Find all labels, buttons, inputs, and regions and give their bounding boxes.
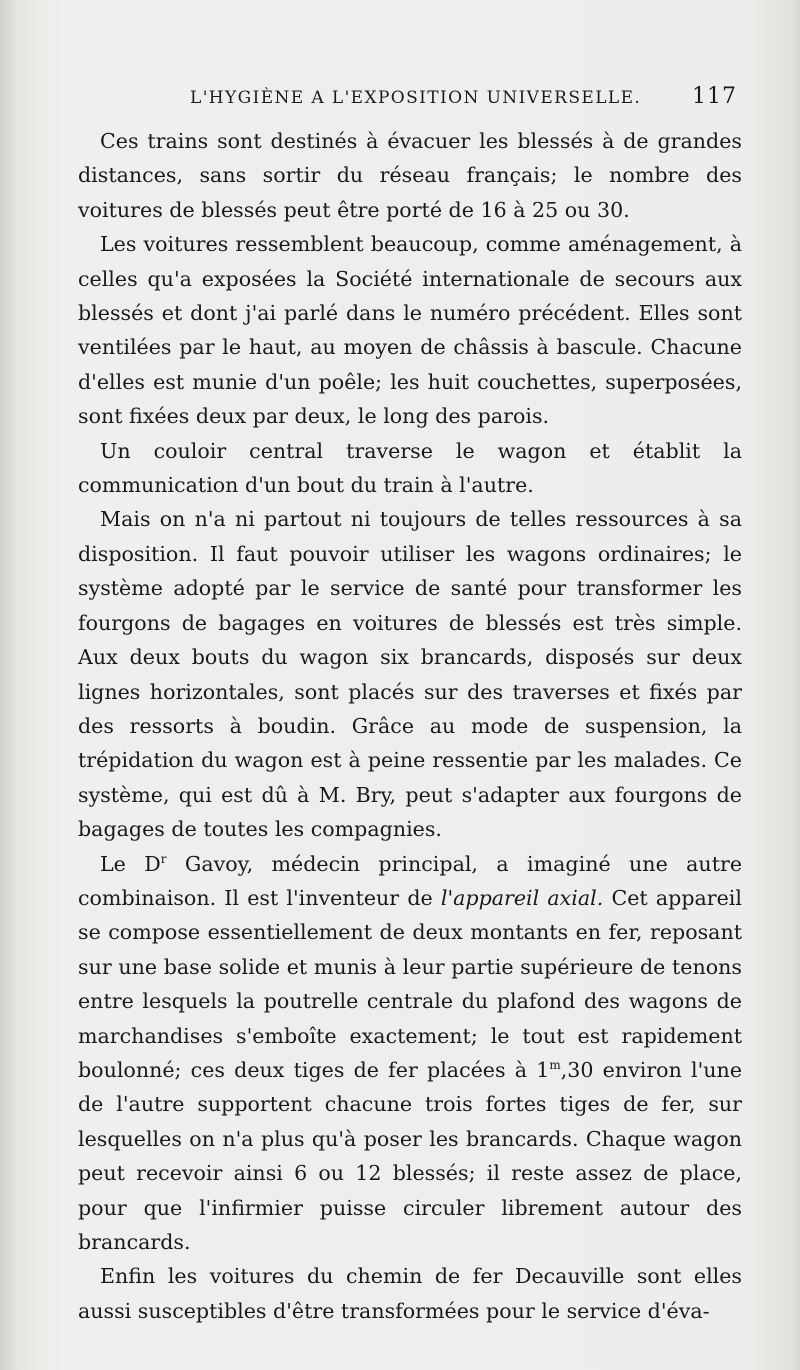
page-header xyxy=(0,84,800,114)
body-text xyxy=(78,124,742,1328)
paragraph-5-end: ,30 environ l'une de l'autre supportent chacune trois fortes tiges de fer, sur lesquelles on n'a plus qu'à poser les brancards. Chaque wagon peut recevoir ainsi 6 ou 12 blessés; il reste assez de place, pour que l'infirmier puisse circuler librement autour des brancards. xyxy=(78,1057,743,1254)
paragraph-4: Mais on n'a ni partout ni toujours de telles ressources à sa disposition. Il faut pouvoir utiliser les wagons ordinaires; le système adopté par le service de santé pour transformer les fourgons de bagages en voitures de blessés est très simple. Aux deux bouts du wagon six brancards, disposés sur deux lignes horizontales, sont placés sur des traverses et fixés par des ressorts à boudin. Grâce au mode de suspension, la trépidation du wagon est à peine ressentie par les malades. Ce système, qui est dû à M. Bry, peut s'adapter aux fourgons de bagages de toutes les compagnies. xyxy=(78,507,742,842)
doctor-abbrev-superscript: r xyxy=(160,851,167,866)
page-number: 117 xyxy=(692,84,737,109)
paragraph-6: Enfin les voitures du chemin de fer Decauville sont elles aussi susceptibles d'être transformées pour le service d'éva- xyxy=(78,1264,742,1323)
meter-unit-superscript: m xyxy=(549,1058,561,1073)
paragraph-1: Ces trains sont destinés à évacuer les blessés à de grandes distances, sans sortir du réseau français; le nombre des voitures de blessés peut être porté de 16 à 25 ou 30. xyxy=(78,129,742,222)
paragraph-5-continued: Cet appareil se compose essentiellement de deux montants en fer, reposant sur une base solide et munis à leur partie supérieure de tenons entre lesquels la poutrelle centrale du plafond des wagons de marchandises s'emboîte exactement; le tout est rapidement boulonné; ces deux tiges de fer placées à 1 xyxy=(78,885,742,1082)
paragraph-3: Un couloir central traverse le wagon et établit la communication d'un bout du train à l'autre. xyxy=(78,438,742,498)
running-title: L'HYGIÈNE A L'EXPOSITION UNIVERSELLE. xyxy=(190,88,642,108)
paragraph-5 xyxy=(78,847,742,1260)
paragraph-2: Les voitures ressemblent beaucoup, comme aménagement, à celles qu'a exposées la Société internationale de secours aux blessés et dont j'ai parlé dans le numéro précédent. Elles sont ventilées par le haut, au moyen de châssis à bascule. Chacune d'elles est munie d'un poêle; les huit couchettes, superposées, sont fixées deux par deux, le long des parois. xyxy=(78,232,742,429)
italic-term: l'appareil axial. xyxy=(440,885,604,910)
paragraph-5-start: Le D xyxy=(100,851,161,876)
paragraph-5-middle: Gavoy, médecin principal, a imaginé une autre combinaison. Il est l'inventeur de xyxy=(78,851,743,910)
